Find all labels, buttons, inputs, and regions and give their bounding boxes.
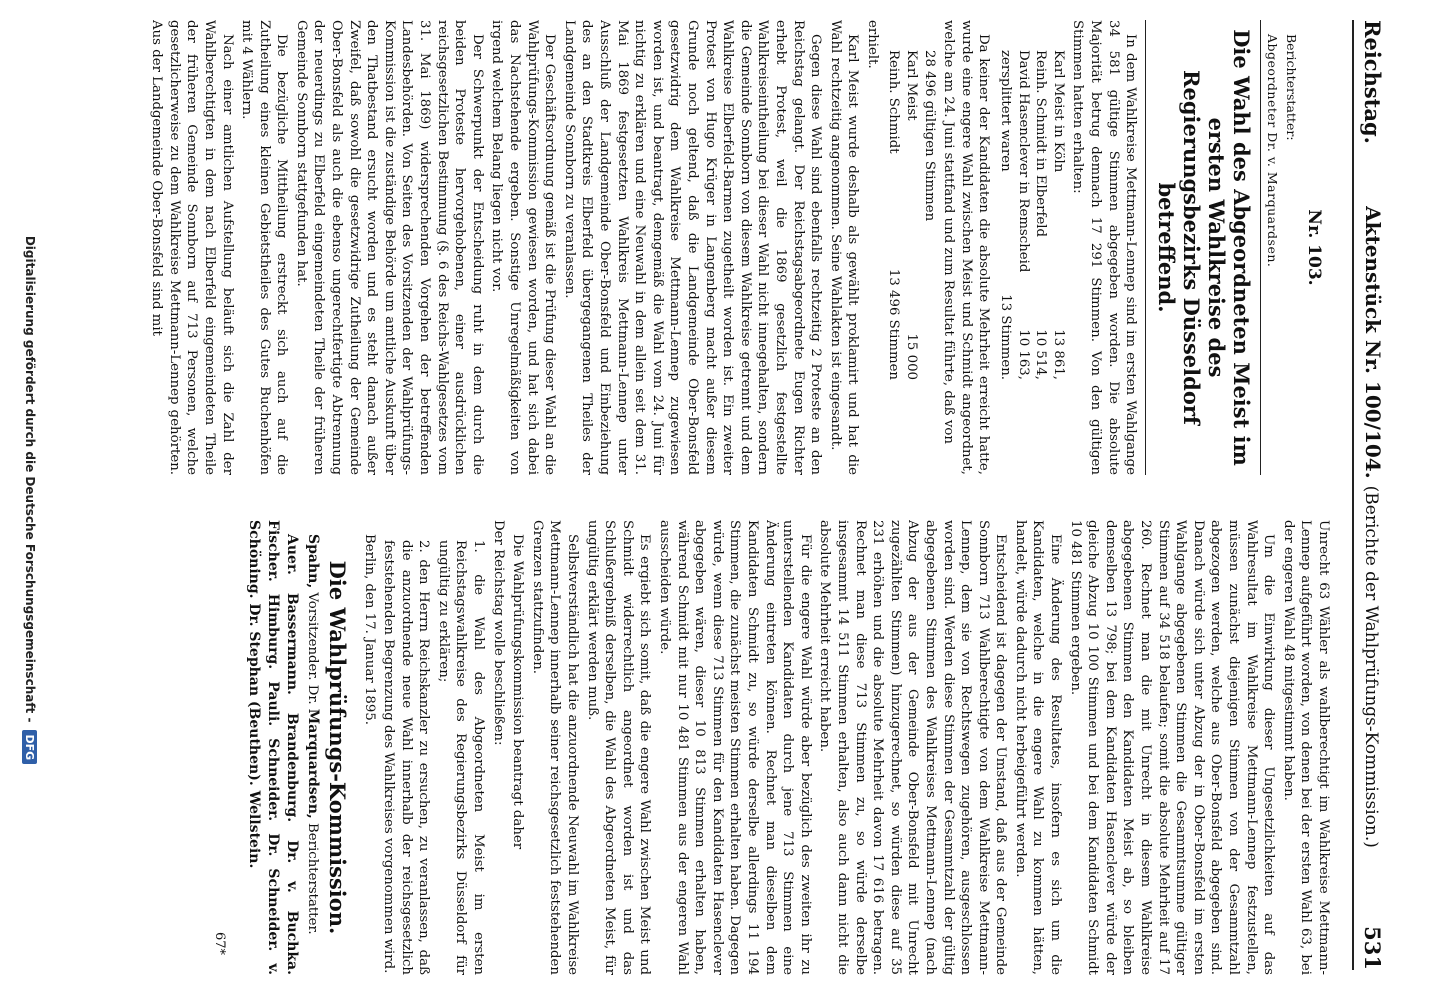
header-subtitle: (Berichte der Wahlprüfungs-Kommission.) [1361,485,1381,848]
paragraph: Die bezügliche Mittheilung erstreckt sich auch auf die Zutheilung eines kleinen Gebietstheiles des Gutes Buchenhöfen mit 4 Wählern. [239,20,290,475]
paragraph: Eine Änderung des Resultates, insofern es sich um die Kandidaten, welche in die engere Wahl zu kommen hätten, handelt, würde dadurch nicht herbeigeführt werden. [1012,520,1064,975]
commission-chair-line: Spahn, Vorsitzender. Dr. Marquardsen, Berichterstatter. [305,534,322,935]
page-header [1352,20,1392,970]
resolution-intro: Der Reichstag wolle beschließen: [490,520,506,746]
section-number: Nr. 103. [1304,209,1324,286]
vote-row: zersplittert waren 13 Stimmen. [998,50,1014,380]
paragraph: In dem Wahlkreise Mettmann-Lennep sind im ersten Wahlgange 34 581 gültige Stimmen abgegeben worden. Die absolute Majorität betrug demnach 17 291 Stimmen. Von den gültigen Stimmen hatten erhalten: [1070,20,1139,475]
left-column [102,20,1332,475]
paragraph: Es ergiebt sich somit, daß die engere Wahl zwischen Meist und Schmidt widerrechtlich angeordnet worden ist und das Schlußergebniß derselben, die Wahl des Abgeordneten Meist, für ungültig erklärt werden muß. [584,520,653,975]
digitization-note [18,40,42,960]
dfg-logo: DFG [23,730,38,764]
vote-row: Karl Meist 15 000 [904,50,920,380]
paragraph: Der Geschäftsordnung gemäß ist die Prüfung dieser Wahl an die Wahlprüfungs-Kommission gewiesen worden, und hat sich dabei das Nachstehende ergeben. Sonstige Unregelmäßigkeiten von irgend welchem Belang liegen nicht vor. [489,20,558,475]
paragraph: Um die Einwirkung dieser Ungesetzlichkeiten auf das Wahlresultat im Wahlkreise Mettmann-Lennep festzustellen, müssen zunächst diejenigen Stimmen von der Gesammtzahl abgezogen werden, welche aus Ober-Bonsfeld abgegeben sind. Danach würde sich unter Abzug der in Ober-Bonsfeld im ersten Wahlgange abgegebenen Stimmen die Gesammtsumme gültiger Stimmen auf 34 518 belaufen; somit die absolute Mehrheit auf 17 260. Rechnet man die mit Unrecht in diesem Wahlkreise abgegebenen Stimmen den Kandidaten Meist ab, so bleiben demselben 13 798; bei dem Kandidaten Hasenclever würde der gleiche Abzug 10 100 Stimmen und bei dem Kandidaten Schmidt 10 481 Stimmen ergeben. [1067,520,1277,975]
reporter-signature: Marquardsen, [305,708,322,819]
vote-row: Reinh. Schmidt 13 496 Stimmen [886,50,902,380]
reporter-name: Abgeordneter Dr. v. Marquardsen. [1264,34,1280,268]
resolution-item-1: 1. die Wahl des Abgeordneten Meist im ersten Reichstagswahlkreise des Regierungsbezirks Düsseldorf für ungültig zu erklären; [435,540,487,975]
paragraph: Karl Meist wurde deshalb als gewählt proklamirt und hat die Wahl rechtzeitig angenommen. Seine Wahlakten ist eingesandt. [827,20,861,475]
vote-total: 28 496 gültigen Stimmen [921,50,937,222]
vote-row: Reinh. Schmidt in Elberfeld 10 514, [1033,50,1049,380]
header-left: Reichstag. [1360,20,1386,144]
resolution-item-2: 2. den Herrn Reichskanzler zu ersuchen, zu veranlassen, daß die anzuordnende neue Wahl innerhalb der reichsgesetzlich feststehenden Begrenzung des Wahlkreises vorgenommen wird. [381,540,432,975]
paragraph: Gegen diese Wahl sind ebenfalls rechtzeitig 2 Proteste an den Reichstag gelangt. Der Reichstagsabgeordnete Eugen Richter erhebt Protest, weil die 1869 gesetzlich festgestellte Wahlkreiseintheilung bei dieser Wahl nicht innegehalten, sondern die Gemeinde Sonnborn von diesem Wahlkreise getrennt und dem Wahlkreise Elberfeld-Barmen zugetheilt worden ist. Ein zweiter Protest von Hugo Krüger in Langenberg macht außer diesem Grunde noch geltend, daß die Landgemeinde Ober-Bonsfeld gesetzwidrig dem Wahlkreise Mettmann-Lennep zugewiesen worden ist, und beantragt, demgemäß die Wahl vom 24. Juni für nichtig zu erklären und eine Neuwahl in dem allein seit dem 31. Mai 1869 festgesetzten Wahlkreis Mettmann-Lennep unter Ausschluß der Landgemeinde Ober-Bonsfeld und Einbeziehung des an den Stadtkreis Elberfeld übergegangenen Theiles der Landgemeinde Sonnborn zu veranlassen. [561,20,824,475]
header-middle [1361,144,1385,910]
page-number: 531 [1360,926,1386,970]
paragraph: Für die engere Wahl würde aber bezüglich des zweiten ihr zu unterstellenden Kandidaten durch jene 713 Stimmen eine Änderung eintreten können. Rechnet man dieselben dem Kandidaten Schmidt zu, so würde derselbe allerdings 11 194 Stimmen, die zunächst meisten Stimmen erhalten haben. Dagegen würde, wenn diese 713 Stimmen für den Kandidaten Hasenclever abgegeben wären, dieser 10 813 Stimmen erhalten haben, während Schmidt mit nur 10 481 Stimmen aus der engeren Wahl ausscheiden würde. [657,520,813,975]
paragraph: Der Schwerpunkt der Entscheidung ruht in dem durch die beiden Proteste hervorgehobenen, einer ausdrücklichen reichsgesetzlichen Bestimmung (§. 6 des Reichs-Wahlgesetzes vom 31. Mai 1869) widersprechenden Vorgehen der betreffenden Landesbehörden. Von Seiten des Vorsitzenden der Wahlprüfungs-Kommission ist die zuständige Behörde um amtliche Auskunft über den Thatbestand ersucht worden und es steht danach außer Zweifel, daß sowohl die gesetzwidrige Zutheilung der Gemeinde Ober-Bonsfeld als auch die ebenso ungerechtfertigte Abtrennung der neuerdings zu Elberfeld eingemeindeten Theile der früheren Gemeinde Sonnborn stattgefunden hat. [293,20,485,475]
paragraph: Die Wahlprüfungskommission beantragt daher [510,534,526,850]
paragraph: Entscheidend ist dagegen der Umstand, daß aus der Gemeinde Sonnborn 713 Wahlberechtigte von dem Wahlkreise Mettmann-Lennep, dem sie von Rechtswegen zugehören, ausgeschlossen worden sind. Werden diese Stimmen der Gesammtzahl der gültig abgegebenen Stimmen des Wahlkreises Mettmann-Lennep (nach Abzug der aus der Gemeinde Ober-Bonsfeld mit Unrecht zugezählten Stimmen) hinzugerechnet, so würden diese auf 35 231 erhöhen und die absolute Mehrheit davon 17 616 betragen. Rechnet man diese 713 Stimmen zu, so würde derselbe insgesammt 14 511 Stimmen erhalten, also auch dann nicht die absolute Mehrheit erreicht haben. [817,520,1009,975]
paragraph: erhielt. [864,20,880,69]
vote-list-runoff [885,50,938,475]
paragraph: Unrecht 63 Wähler als wahlberechtigt im Wahlkreise Mettmann-Lennep aufgeführt worden, von denen bei der ersten Wahl 63, bei der engeren Wahl 48 mitgestimmt haben. [1280,520,1331,975]
reporter-label: Berichterstatter: [1284,34,1300,141]
chair-name: Spahn, [305,534,322,589]
header-document-number: Aktenstück Nr. 100/104. [1361,206,1385,479]
section-rule-bottom [1145,20,1146,475]
paragraph: Da keiner der Kandidaten die absolute Mehrheit erreicht hatte, wurde eine engere Wahl zwischen Meist und Schmidt angeordnet, welche am 24. Juni stattfand und zum Resultat führte, daß von [941,20,992,475]
vote-row: Karl Meist in Köln 13 861, [1050,50,1066,380]
commission-title: Die Wahlprüfungs-Kommission. [324,560,350,935]
paragraph: Selbstverständlich hat die anzuordnende Neuwahl im Wahlkreise Mettmann-Lennep innerhalb seiner reichsgesetzlich feststehenden Grenzen stattzufinden. [529,520,581,975]
commission-members: Auer. Bassermann. Brandenburg. Dr. v. Buchka. Fischer. Himburg. Pauli. Schneider. Dr. Schneider. v. Schöning. Dr. Stephan (Beuthen). Wellstein. [246,520,301,975]
paragraph: Nach einer amtlichen Aufstellung beläuft sich die Zahl der Wahlberechtigten in dem nach Elberfeld eingemeindeten Theile der früheren Gemeinde Sonnborn auf 713 Personen, welche gesetzlicherweise zu dem Wahlkreise Mettmann-Lennep gehörten. Aus der Landgemeinde Ober-Bonsfeld sind mit [149,20,235,475]
date-line: Berlin, den 17. Januar 1895. [361,534,377,726]
vote-row: David Hasenclever in Remscheid 10 163, [1015,50,1031,380]
digitization-text: Digitalisierung gefördert durch die Deutsche Forschungsgemeinschaft - [23,235,37,723]
section-rule [1260,20,1261,475]
vote-list-first-round [996,50,1066,475]
sheet-signature: 67* [212,931,228,955]
section-title: Die Wahl des Abgeordneten Meist im ersten Wahlkreise des Regierungsbezirks Düsseldorf betreffend. [1154,29,1255,466]
right-column [102,520,1332,975]
